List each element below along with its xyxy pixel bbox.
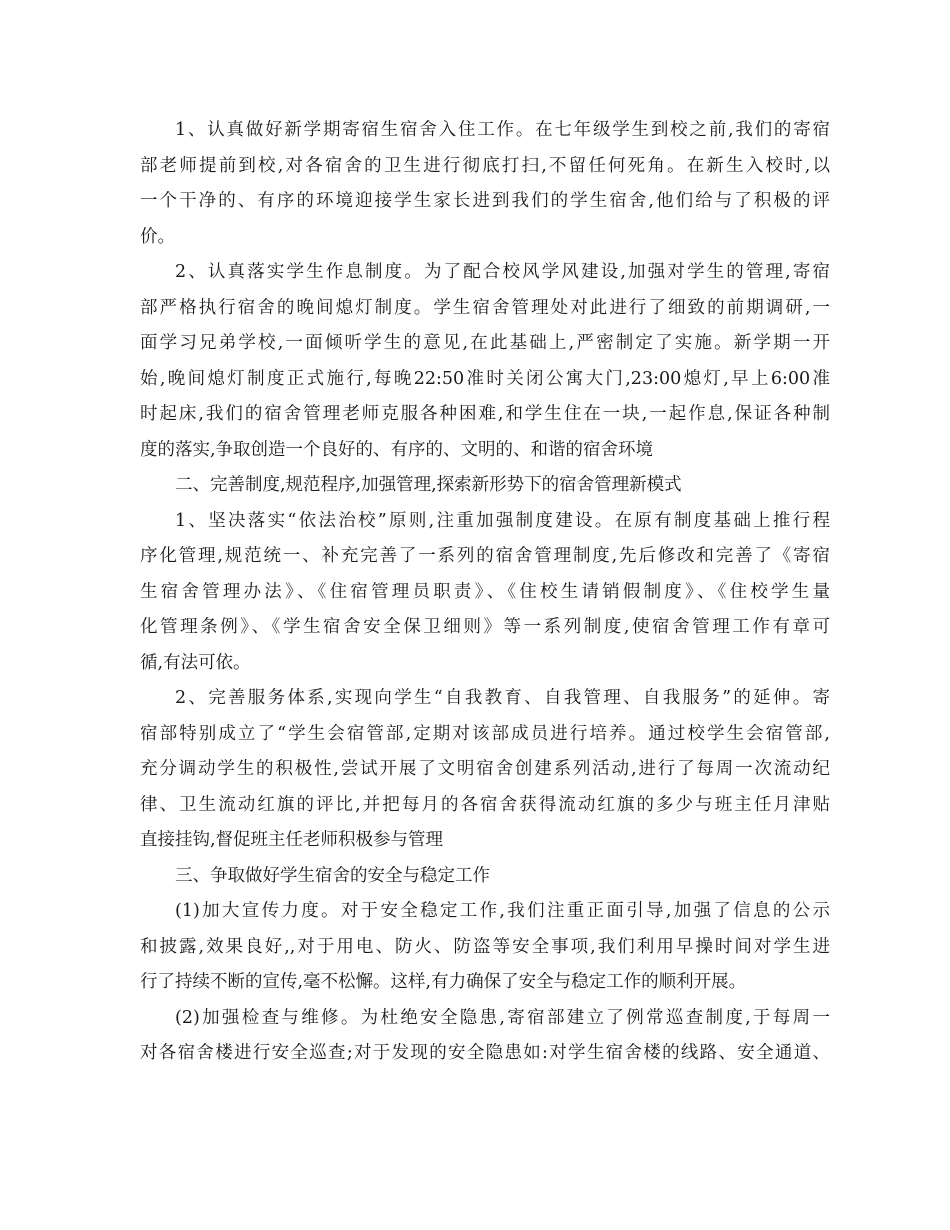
text-line: 面学习兄弟学校,一面倾听学生的意见,在此基础上,严密制定了实施。新学期一开 <box>140 333 830 353</box>
text-line: 律、卫生流动红旗的评比,并把每月的各宿舍获得流动红旗的多少与班主任月津贴 <box>140 794 830 815</box>
text-line: 部严格执行宿舍的晚间熄灯制度。学生宿舍管理处对此进行了细致的前期调研,一 <box>140 297 830 318</box>
text-line: 一个干净的、有序的环境迎接学生家长进到我们的学生宿舍,他们给与了积极的评 <box>140 191 830 211</box>
text-line: (2)加强检查与维修。为杜绝安全隐患,寄宿部建立了例常巡查制度,于每周一 <box>175 1007 830 1028</box>
text-line: 1、认真做好新学期寄宿生宿舍入住工作。在七年级学生到校之前,我们的寄宿 <box>175 120 830 140</box>
text-line: 始,晚间熄灯制度正式施行,每晚22:50准时关闭公寓大门,23:00熄灯,早上6:00准 <box>140 368 830 389</box>
text-line: 宿部特别成立了“学生会宿管部,定期对该部成员进行培养。通过校学生会宿管部, <box>140 723 830 744</box>
text-line: 部老师提前到校,对各宿舍的卫生进行彻底打扫,不留任何死角。在新生入校时,以 <box>140 155 830 176</box>
text-line: 直接挂钩,督促班主任老师积极参与管理 <box>140 830 444 850</box>
text-line: 2、完善服务体系,实现向学生“自我教育、自我管理、自我服务”的延伸。寄 <box>175 688 830 708</box>
text-line: 和披露,效果良好,,对于用电、防火、防盗等安全事项,我们利用早操时间对学生进 <box>140 936 830 957</box>
text-line: 价。 <box>140 226 175 247</box>
text-line: 三、争取做好学生宿舍的安全与稳定工作 <box>175 865 490 886</box>
text-line: 对各宿舍楼进行安全巡查;对于发现的安全隐患如:对学生宿舍楼的线路、安全通道、 <box>140 1043 830 1063</box>
text-line: 行了持续不断的宣传,毫不松懈。这样,有力确保了安全与稳定工作的顺利开展。 <box>140 972 747 992</box>
text-line: 时起床,我们的宿舍管理老师克服各种困难,和学生住在一块,一起作息,保证各种制 <box>140 404 830 424</box>
text-line: 序化管理,规范统一、补充完善了一系列的宿舍管理制度,先后修改和完善了《寄宿 <box>140 546 830 566</box>
text-line: 化管理条例》、《学生宿舍安全保卫细则》等一系列制度,使宿舍管理工作有章可 <box>140 617 830 637</box>
text-line: 循,有法可依。 <box>140 652 251 673</box>
text-line: (1)加大宣传力度。对于安全稳定工作,我们注重正面引导,加强了信息的公示 <box>175 901 830 921</box>
text-line: 二、完善制度,规范程序,加强管理,探索新形势下的宿舍管理新模式 <box>175 475 682 495</box>
text-line: 充分调动学生的积极性,尝试开展了文明宿舍创建系列活动,进行了每周一次流动纪 <box>140 759 830 779</box>
text-line: 生宿舍管理办法》、《住宿管理员职责》、《住校生请销假制度》、《住校学生量 <box>140 581 830 602</box>
text-line: 1、坚决落实“依法治校”原则,注重加强制度建设。在原有制度基础上推行程 <box>175 510 830 531</box>
document-body <box>140 113 830 1072</box>
text-line: 2、认真落实学生作息制度。为了配合校风学风建设,加强对学生的管理,寄宿 <box>175 262 830 282</box>
text-line: 度的落实,争取创造一个良好的、有序的、文明的、和谐的宿舍环境 <box>140 439 654 460</box>
